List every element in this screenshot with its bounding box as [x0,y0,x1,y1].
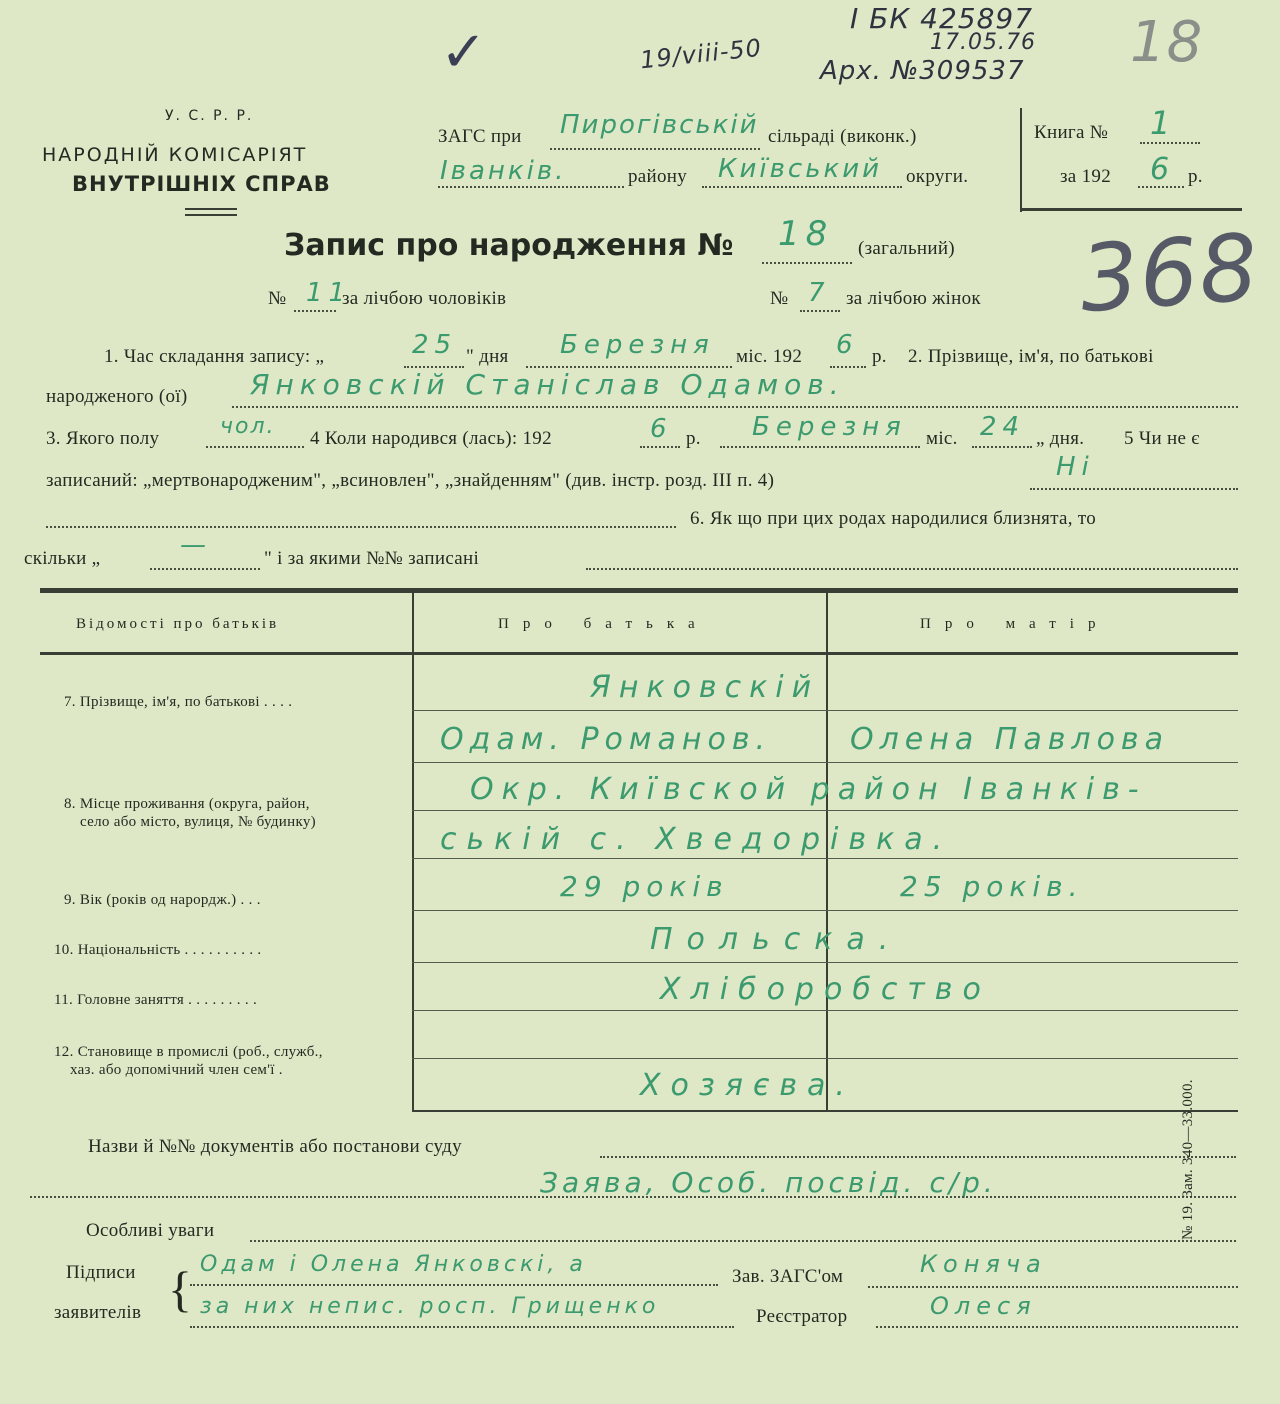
men-prefix: № [268,288,287,309]
q4-day-label: „ дня. [1036,428,1085,449]
women-label: за лічбою жінок [846,288,981,309]
record-general: (загальний) [858,238,955,259]
status: Хозяєва. [640,1068,855,1103]
women-count: 7 [808,278,831,308]
q5-label: 5 Чи не є [1124,428,1200,449]
q4-year: 6 [650,414,673,444]
notes-label: Особливі уваги [86,1220,215,1241]
district-value: Іванків. [440,156,567,186]
ussr-label: У. С. Р. Р. [165,108,254,124]
signatures-label-1: Підписи [66,1262,136,1283]
book-box-bottom [1020,208,1242,211]
record-title: Запис про народження № [284,228,734,263]
book-box-left [1020,108,1022,212]
q1-label: 1. Час складання запису: „ [104,346,325,367]
table-col1-header: Відомості про батьків [76,616,280,632]
q5-value: Ні [1056,452,1095,482]
q2-label: 2. Прізвище, ім'я, по батькові [908,346,1154,367]
book-year-prefix: за 192 [1060,166,1111,187]
record-number: 18 [778,214,834,254]
q4-mis: міс. [926,428,958,449]
okrug-value: Київський [718,154,883,184]
table-col3-header: Про матір [920,616,1110,632]
q3-label: 3. Якого полу [46,428,160,449]
table-top-border [40,588,1238,593]
father-name: Одам. Романов. [440,722,772,757]
q2-label2: народженого (ої) [46,386,188,407]
q1-month: Березня [560,330,715,360]
women-prefix: № [770,288,789,309]
corner-pencil-number: 18 [1130,10,1204,75]
zags-suffix: сільраді (виконк.) [768,126,917,147]
registrar-signature: Олеся [930,1292,1037,1320]
docs-label: Назви й №№ документів або постанови суду [88,1136,462,1157]
row10-label: 10. Національність . . . . . . . . . . [54,942,262,958]
q1-year: 6 [836,330,859,360]
book-label: Книга № [1034,122,1109,143]
table-header-border [40,652,1238,655]
row7-label: 7. Прізвище, ім'я, по батькові . . . . [64,694,293,710]
row8-label-1: 8. Місце проживання (округа, район, [64,796,310,812]
residence-line2: ській с. Хведорівка. [440,822,953,857]
book-year-digit: 6 [1150,152,1176,187]
parents-surname: Янковскій [590,670,820,705]
q1-day: 25 [412,330,458,360]
men-count: 11 [306,278,352,308]
row12-label-2: хаз. або допомічний член сем'ї . [70,1062,283,1078]
row12-label-1: 12. Становище в промислі (роб., служб., [54,1044,323,1060]
men-label: за лічбою чоловіків [342,288,507,309]
ministry-divider-2 [185,214,237,216]
q4-r: р. [686,428,701,449]
q6-label2a: скільки „ [24,548,101,569]
occupation: Хліборобство [660,972,991,1007]
q2-value: Янковскій Станіслав Одамов. [250,368,845,401]
archive-pencil-date: 19/viii-50 [638,33,764,75]
district-label: району [628,166,688,187]
archive-date: 17.05.76 [930,30,1036,55]
row8-label-2: село або місто, вулиця, № будинку) [80,814,316,830]
zags-village-value: Пирогівській [560,110,759,140]
head-label: Зав. ЗАГС'ом [732,1266,844,1287]
archive-code: І БК 425897 [850,2,1034,35]
nationality: Польска. [650,922,903,957]
table-col-divider-1 [412,592,414,1112]
signature-applicants-1: Одам і Олена Янковскі, а [200,1252,587,1277]
signature-applicants-2: за них непис. росп. Грищенко [200,1294,660,1319]
signatures-label-2: заявителів [54,1302,142,1323]
q6-value: — [180,530,212,560]
q4-label: 4 Коли народився (лась): 192 [310,428,552,449]
father-age: 29 років [560,870,729,903]
registrar-label: Реєстратор [756,1306,848,1327]
head-signature: Коняча [920,1250,1047,1278]
book-year-suffix: р. [1188,166,1203,187]
q1-day-label: " дня [466,346,509,367]
q5-label2: записаний: „мертвонародженим", „всиновлен", „знайденням" (див. інстр. розд. III п. 4) [46,470,775,491]
signatures-brace: { [168,1261,193,1317]
ministry-divider [185,208,237,210]
q6-label: 6. Як що при цих родах народилися близнята, то [690,508,1097,529]
pencil-checkmark: ✓ [440,20,488,85]
mother-name: Олена Павлова [850,722,1169,757]
q6-label2b: " і за якими №№ записані [264,548,480,569]
zags-prefix: ЗАГС при [438,126,522,147]
row11-label: 11. Головне заняття . . . . . . . . . [54,992,258,1008]
ministry-line1: НАРОДНІЙ КОМІСАРІЯТ [42,144,308,166]
q1-mis: міс. 192 [736,346,803,367]
row9-label: 9. Вік (років од нарордж.) . . . [64,892,261,908]
q3-value: чол. [220,414,276,439]
q4-day: 24 [980,412,1026,442]
docs-value: Заява, Особ. посвід. с/р. [540,1166,997,1199]
archive-number: Арх. №309537 [820,56,1025,86]
q4-month: Березня [752,412,907,442]
residence-line1: Окр. Київской район Іванків- [470,772,1147,807]
okrug-label: округи. [906,166,969,187]
book-number: 1 [1150,104,1177,142]
ministry-line2: ВНУТРІШНІХ СПРАВ [72,172,331,196]
print-run-note: № 19. Зам. 340—33.000. [1180,1079,1196,1240]
mother-age: 25 років. [900,870,1084,903]
big-pencil-number: 368 [1076,213,1263,334]
table-col2-header: Про батька [498,616,709,632]
q1-r: р. [872,346,887,367]
